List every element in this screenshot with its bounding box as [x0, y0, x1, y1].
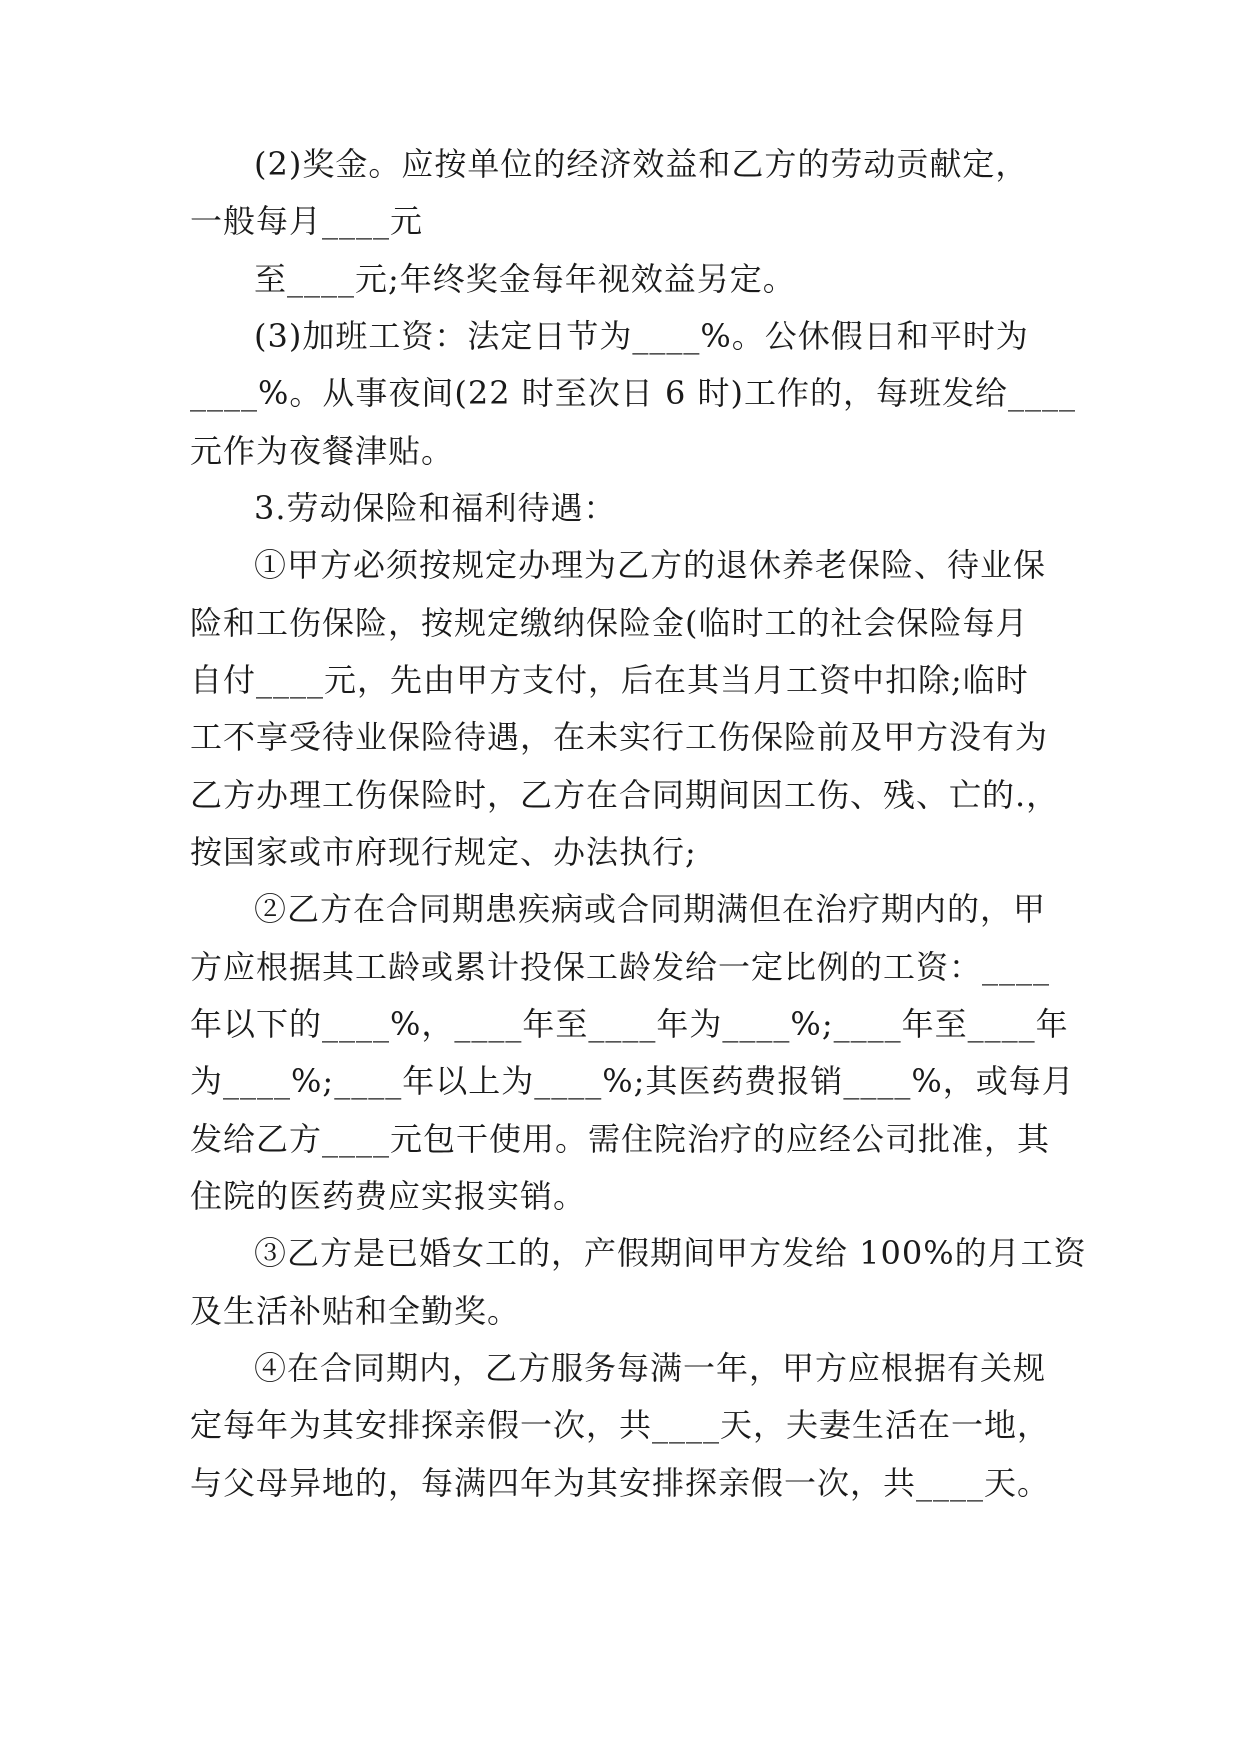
sick-leave-item2-line-2: 方应根据其工龄或累计投保工龄发给一定比例的工资：____ — [190, 948, 1051, 986]
insurance-item1-line-3: 自付____元，先由甲方支付，后在其当月工资中扣除;临时 — [190, 661, 1029, 699]
bonus-clause-line-2: 一般每月____元 — [190, 202, 424, 240]
insurance-item1-line-5: 乙方办理工伤保险时，乙方在合同期间因工伤、残、亡的.， — [190, 776, 1060, 814]
section-heading-insurance: 3.劳动保险和福利待遇： — [254, 489, 617, 527]
insurance-item1-line-2: 险和工伤保险，按规定缴纳保险金(临时工的社会保险每月 — [190, 604, 1029, 642]
maternity-item3-line-2: 及生活补贴和全勤奖。 — [190, 1292, 521, 1330]
home-leave-item4-line-2: 定每年为其安排探亲假一次，共____天，夫妻生活在一地， — [190, 1406, 1051, 1444]
home-leave-item4-line-3: 与父母异地的，每满四年为其安排探亲假一次，共____天。 — [190, 1464, 1051, 1502]
maternity-item3-line-1: ③乙方是已婚女工的，产假期间甲方发给 100%的月工资 — [254, 1234, 1087, 1272]
sick-leave-item2-line-6: 住院的医药费应实报实销。 — [190, 1177, 587, 1215]
bonus-clause-line-1: (2)奖金。应按单位的经济效益和乙方的劳动贡献定， — [254, 145, 1029, 183]
insurance-item1-line-1: ①甲方必须按规定办理为乙方的退休养老保险、待业保 — [254, 546, 1047, 584]
sick-leave-item2-line-3: 年以下的____%，____年至____年为____%;____年至____年 — [190, 1005, 1069, 1043]
sick-leave-item2-line-4: 为____%;____年以上为____%;其医药费报销____%，或每月 — [190, 1062, 1075, 1100]
sick-leave-item2-line-5: 发给乙方____元包干使用。需住院治疗的应经公司批准，其 — [190, 1120, 1051, 1158]
bonus-clause-line-3: 至____元;年终奖金每年视效益另定。 — [254, 260, 796, 298]
home-leave-item4-line-1: ④在合同期内，乙方服务每满一年，甲方应根据有关规 — [254, 1349, 1047, 1387]
overtime-clause-line-1: (3)加班工资：法定日节为____%。公休假日和平时为 — [254, 317, 1029, 355]
overtime-clause-line-3: 元作为夜餐津贴。 — [190, 432, 455, 470]
insurance-item1-line-6: 按国家或市府现行规定、办法执行; — [190, 833, 697, 871]
insurance-item1-line-4: 工不享受待业保险待遇，在未实行工伤保险前及甲方没有为 — [190, 718, 1049, 756]
overtime-clause-line-2: ____%。从事夜间(22 时至次日 6 时)工作的，每班发给____ — [190, 374, 1076, 412]
sick-leave-item2-line-1: ②乙方在合同期患疾病或合同期满但在治疗期内的，甲 — [254, 890, 1047, 928]
